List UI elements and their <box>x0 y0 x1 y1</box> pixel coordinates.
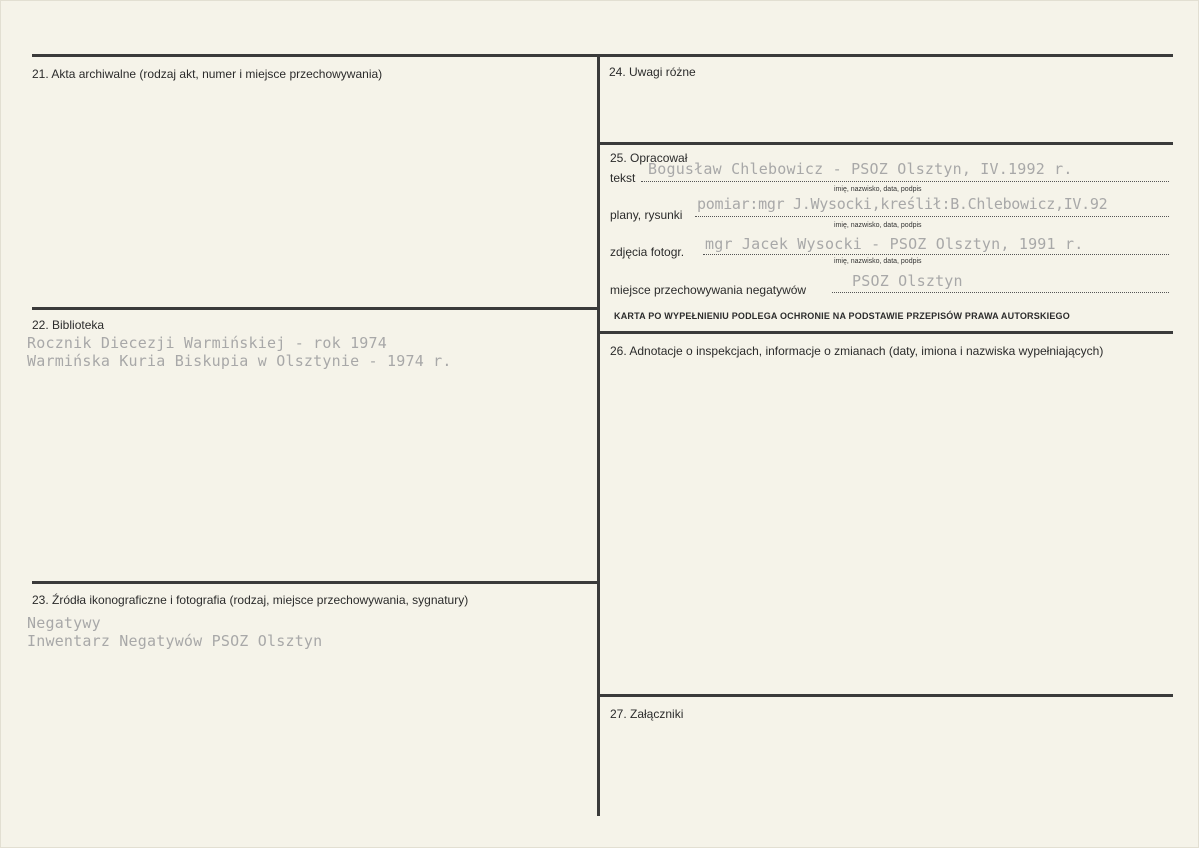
section-22-line-1: Rocznik Diecezji Warmińskiej - rok 1974 <box>27 334 387 352</box>
tekst-value: Bogusław Chlebowicz - PSOZ Olsztyn, IV.1992 r. <box>648 160 1073 178</box>
section-22-label: 22. Biblioteka <box>32 318 105 332</box>
rule-25-26 <box>598 331 1173 334</box>
rule-22-23 <box>32 581 598 584</box>
tekst-hint: imię, nazwisko, data, podpis <box>834 186 922 193</box>
tekst-label: tekst <box>610 171 636 185</box>
section-23-line-1: Negatywy <box>27 614 101 632</box>
miejsce-value: PSOZ Olsztyn <box>852 272 963 290</box>
copyright-note: KARTA PO WYPEŁNIENIU PODLEGA OCHRONIE NA PODSTAWIE PRZEPISÓW PRAWA AUTORSKIEGO <box>614 311 1070 321</box>
rule-24-25 <box>598 142 1173 145</box>
tekst-dotline <box>641 181 1169 182</box>
rule-26-27 <box>598 694 1173 697</box>
section-27-label: 27. Załączniki <box>610 707 684 721</box>
plany-hint: imię, nazwisko, data, podpis <box>834 222 922 229</box>
plany-value: pomiar:mgr J.Wysocki,kreślił:B.Chlebowicz,IV.92 <box>697 195 1108 213</box>
plany-label: plany, rysunki <box>610 208 683 222</box>
zdjecia-value: mgr Jacek Wysocki - PSOZ Olsztyn, 1991 r. <box>705 235 1084 253</box>
center-divider <box>597 54 600 816</box>
zdjecia-dotline <box>703 254 1169 255</box>
section-25-label: 25. Opracował <box>610 151 688 165</box>
miejsce-label: miejsce przechowywania negatywów <box>610 283 807 297</box>
rule-21-22 <box>32 307 598 310</box>
plany-dotline <box>695 216 1169 217</box>
section-24-label: 24. Uwagi różne <box>609 65 696 79</box>
zdjecia-hint: imię, nazwisko, data, podpis <box>834 258 922 265</box>
section-23-label: 23. Źródła ikonograficzne i fotografia (rodzaj, miejsce przechowywania, sygnatury) <box>32 593 469 607</box>
section-22-line-2: Warmińska Kuria Biskupia w Olsztynie - 1974 r. <box>27 352 452 370</box>
section-21-label: 21. Akta archiwalne (rodzaj akt, numer i miejsce przechowywania) <box>32 67 383 81</box>
section-26-label: 26. Adnotacje o inspekcjach, informacje o zmianach (daty, imiona i nazwiska wypełniających) <box>610 344 1104 358</box>
zdjecia-label: zdjęcia fotogr. <box>610 245 685 259</box>
top-rule <box>32 54 1173 57</box>
section-23-line-2: Inwentarz Negatywów PSOZ Olsztyn <box>27 632 323 650</box>
miejsce-dotline <box>832 292 1169 293</box>
